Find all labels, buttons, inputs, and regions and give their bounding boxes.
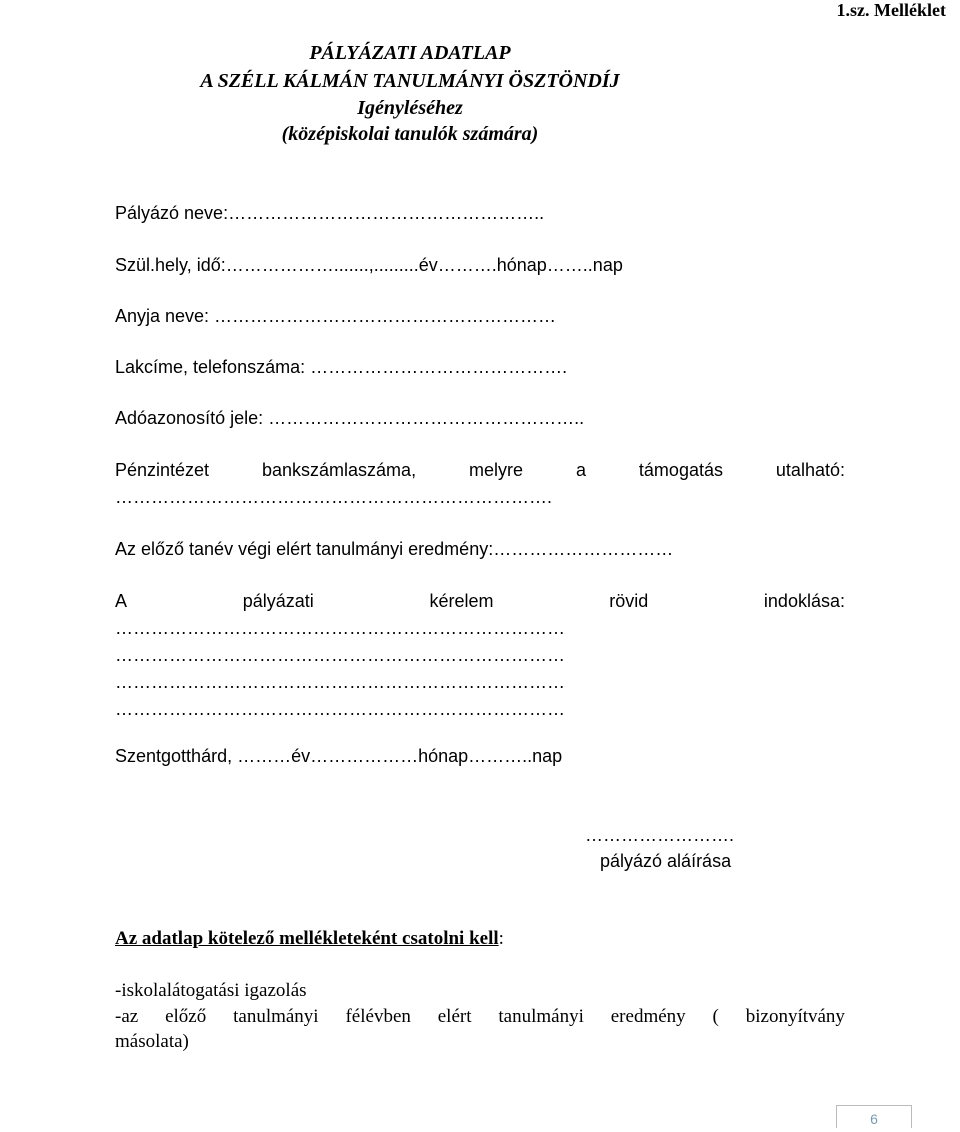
signature-label: pályázó aláírása xyxy=(600,851,732,871)
tax-id-field: Adóazonosító jele: …………………………………………….. xyxy=(115,408,585,428)
attachments-heading: Az adatlap kötelező mellékleteként csatolni kell: xyxy=(115,928,504,949)
reason-dots-line: ………………………………………………………………… xyxy=(115,645,565,665)
annex-label: 1.sz. Melléklet xyxy=(836,0,946,20)
title-line2: A SZÉLL KÁLMÁN TANULMÁNYI ÖSZTÖNDÍJ xyxy=(200,70,620,92)
attachment-item-2-continued: másolata) xyxy=(115,1031,189,1052)
birth-place-date-field: Szül.hely, idő:……………….......,.........év……….hónap……..nap xyxy=(115,255,623,275)
attachment-item-1: -iskolalátogatási igazolás xyxy=(115,980,307,1001)
bank-account-dots: ………………………………………………………………. xyxy=(115,487,553,507)
bank-account-label: Pénzintézet bankszámlaszáma, melyre a támogatás utalható: xyxy=(115,460,845,480)
signature-dots: ……………………. xyxy=(585,825,735,845)
mother-name-field: Anyja neve: ………………………………………………… xyxy=(115,306,557,326)
previous-result-field: Az előző tanév végi elért tanulmányi eredmény:………………………… xyxy=(115,539,674,559)
reason-dots-line: ………………………………………………………………… xyxy=(115,618,565,638)
attachment-item-2: -az előző tanulmányi félévben elért tanulmányi eredmény ( bizonyítvány xyxy=(115,1006,845,1027)
title-line4: (középiskolai tanulók számára) xyxy=(281,123,539,145)
reason-label: A pályázati kérelem rövid indoklása: xyxy=(115,591,845,611)
reason-dots-line: ………………………………………………………………… xyxy=(115,672,565,692)
place-date-field: Szentgotthárd, ………év………………hónap………..nap xyxy=(115,746,563,766)
reason-dots-line: ………………………………………………………………… xyxy=(115,699,565,719)
address-phone-field: Lakcíme, telefonszáma: ……………………………………. xyxy=(115,357,568,377)
page-number: 6 xyxy=(836,1105,912,1128)
applicant-name-field: Pályázó neve:…………………………………………….. xyxy=(115,203,545,223)
title-line1: PÁLYÁZATI ADATLAP xyxy=(309,42,511,64)
title-line3: Igényléséhez xyxy=(357,97,463,119)
